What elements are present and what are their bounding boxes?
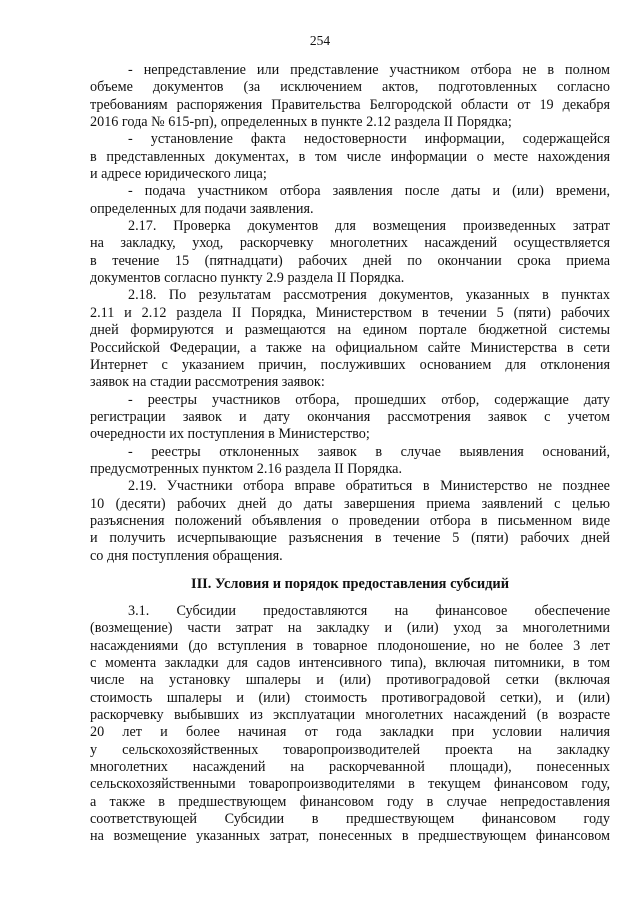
text-line: 20 лет и более начиная от года закладки при условии наличия	[90, 724, 610, 741]
text-line: в представленных документах, в том числе информации о месте нахождения	[90, 148, 610, 165]
text-line: а также в предшествующем финансовом году в случае непредоставления	[90, 793, 610, 810]
text-line: 3.1. Субсидии предоставляются на финансовое обеспечение	[128, 602, 610, 619]
text-line: на возмещение указанных затрат, понесенных в предшествующем финансовом	[90, 828, 610, 845]
text-line: многолетних насаждений на раскорчеванной площади), понесенных	[90, 759, 610, 776]
section-heading: III. Условия и порядок предоставления субсидий	[190, 575, 510, 592]
paragraph-p1	[90, 62, 610, 131]
text-line: на закладку, уход, раскорчевку многолетних насаждений осуществляется	[90, 235, 610, 252]
text-line: требованиям распоряжения Правительства Белгородской области от 19 декабря	[90, 96, 610, 113]
text-line: стоимость шпалеры и (или) стоимость противоградовой сетки), и (или)	[90, 689, 610, 706]
text-line: 2.19. Участники отбора вправе обратиться в Министерство не позднее	[128, 478, 610, 495]
text-line: регистрации заявок и дату окончания рассмотрения заявок с учетом	[90, 408, 610, 425]
text-line: и получить исчерпывающие разъяснения в течение 5 (пяти) рабочих дней	[90, 530, 610, 547]
paragraph-p7	[90, 444, 610, 479]
text-line: 2.11 и 2.12 раздела II Порядка, Министерством в течении 5 (пяти) рабочих	[90, 304, 610, 321]
text-line: раскорчевку выбывших из эксплуатации многолетних насаждений (в возрасте	[90, 707, 610, 724]
document-body	[90, 62, 610, 846]
text-line: 2.18. По результатам рассмотрения документов, указанных в пунктах	[128, 287, 610, 304]
text-line: (возмещение) части затрат на закладку и (или) уход за многолетними	[90, 620, 610, 637]
text-line: предусмотренных пунктом 2.16 раздела II Порядка.	[90, 460, 403, 477]
text-line: разъяснения положений объявления о проведении отбора в письменном виде	[90, 512, 610, 529]
text-line: сельскохозяйственными товаропроизводителями в текущем финансовом году,	[90, 776, 610, 793]
text-line: Российской Федерации, а также на официальном сайте Министерства в сети	[90, 339, 610, 356]
text-line: насаждениями (до вступления в товарное плодоношение, но не более 3 лет	[90, 637, 610, 654]
text-line: объеме документов (за исключением актов, подготовленных согласно	[90, 79, 610, 96]
paragraph-2-18	[90, 287, 610, 391]
text-line: - непредставление или представление участником отбора не в полном	[128, 62, 610, 78]
text-line: определенных для подачи заявления.	[90, 200, 314, 217]
text-line: и адресе юридического лица;	[90, 166, 267, 183]
text-line: 2.17. Проверка документов для возмещения произведенных затрат	[128, 218, 610, 235]
paragraph-p6	[90, 392, 610, 444]
paragraph-p2	[90, 131, 610, 183]
page-number: 254	[309, 33, 331, 48]
text-line: - установление факта недостоверности информации, содержащейся	[128, 131, 610, 148]
text-line: очередности их поступления в Министерство;	[90, 426, 370, 443]
paragraph-p3	[90, 183, 610, 218]
text-line: Интернет с указанием причин, послуживших основанием для отклонения	[90, 356, 610, 373]
text-line: дней формируются и размещаются на едином портале бюджетной системы	[90, 322, 610, 339]
text-line: - подача участником отбора заявления после даты и (или) времени,	[128, 183, 610, 200]
paragraph-2-17	[90, 218, 610, 287]
text-line: у сельскохозяйственных товаропроизводителей проекта на закладку	[90, 741, 610, 758]
paragraph-2-19	[90, 478, 610, 565]
text-line: в течение 15 (пятнадцати) рабочих дней по окончании срока приема	[90, 252, 610, 269]
text-line: числе на установку шпалеры и (или) противоградовой сетки (включая	[90, 672, 610, 689]
text-line: заявок на стадии рассмотрения заявок:	[90, 374, 325, 391]
text-line: соответствующей Субсидии в предшествующем финансовом году	[90, 811, 610, 828]
text-line: документов согласно пункту 2.9 раздела II Порядка.	[90, 270, 405, 287]
paragraph-3-1	[90, 603, 610, 846]
text-line: 10 (десяти) рабочих дней до даты завершения приема заявлений с целью	[90, 495, 610, 512]
text-line: с момента закладки для садов интенсивного типа), включая питомники, в том	[90, 655, 610, 671]
text-line: со дня поступления обращения.	[90, 547, 283, 564]
text-line: - реестры отклоненных заявок в случае выявления оснований,	[128, 443, 610, 460]
text-line: - реестры участников отбора, прошедших отбор, содержащие дату	[128, 391, 610, 408]
text-line: 2016 года № 615-рп), определенных в пункте 2.12 раздела II Порядка;	[90, 114, 512, 131]
